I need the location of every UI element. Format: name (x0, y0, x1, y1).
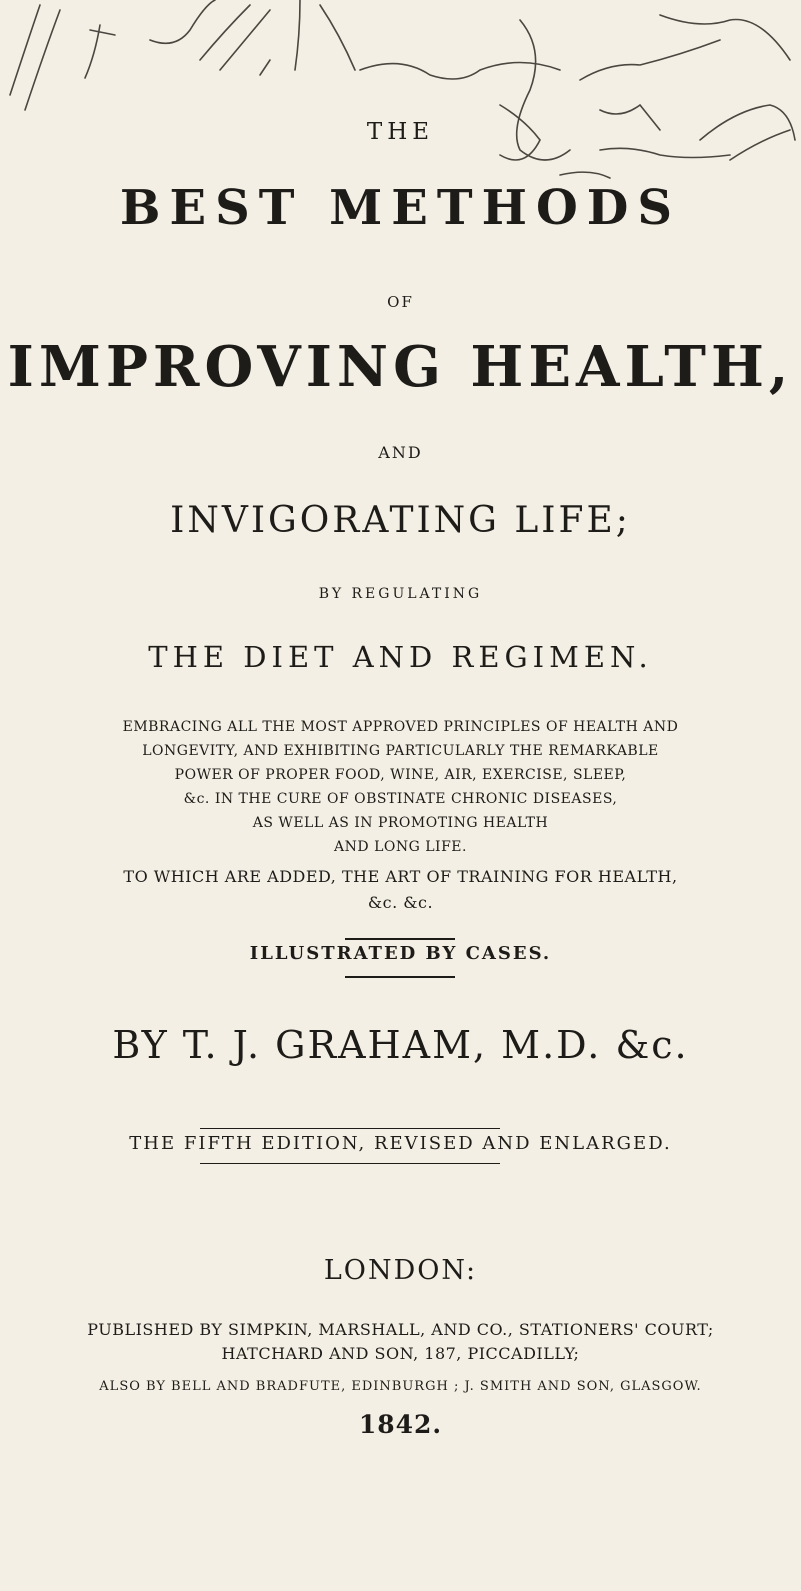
imprint-also-by: ALSO BY BELL AND BRADFUTE, EDINBURGH ; J. SMITH AND SON, GLASGOW. (99, 1379, 702, 1394)
divider-rule (345, 976, 455, 978)
subtitle-added (0, 864, 801, 916)
divider-rule (345, 938, 455, 940)
illustrated-by-cases: ILLUSTRATED BY CASES. (249, 943, 552, 964)
handwritten-inscription (0, 0, 801, 190)
imprint-line: HATCHARD AND SON, 187, PICCADILLY; (221, 1344, 580, 1363)
author-line: BY T. J. GRAHAM, M.D. &c. (112, 1023, 689, 1067)
edition-line: THE FIFTH EDITION, REVISED AND ENLARGED. (129, 1133, 672, 1154)
imprint-year: 1842. (358, 1410, 443, 1439)
title-invigorating-life: INVIGORATING LIFE; (170, 500, 631, 541)
title-word-the: THE (366, 119, 435, 145)
subtitle-line: AND LONG LIFE. (334, 839, 467, 855)
subtitle-line: LONGEVITY, AND EXHIBITING PARTICULARLY THE REMARKABLE (142, 743, 659, 759)
title-word-of: OF (387, 293, 414, 311)
subtitle-line: POWER OF PROPER FOOD, WINE, AIR, EXERCISE, SLEEP, (174, 767, 627, 783)
imprint-line: PUBLISHED BY SIMPKIN, MARSHALL, AND CO., STATIONERS' COURT; (87, 1320, 714, 1339)
imprint-publisher (0, 1318, 801, 1366)
divider-rule (200, 1163, 500, 1164)
title-diet-and-regimen: THE DIET AND REGIMEN. (148, 640, 653, 674)
subtitle-line: AS WELL AS IN PROMOTING HEALTH (252, 815, 549, 831)
subtitle-embracing (0, 715, 801, 859)
subtitle-line: TO WHICH ARE ADDED, THE ART OF TRAINING FOR HEALTH, (123, 867, 678, 886)
subtitle-line: &c. IN THE CURE OF OBSTINATE CHRONIC DISEASES, (183, 791, 618, 807)
subtitle-line: &c. &c. (367, 893, 434, 912)
title-best-methods: BEST METHODS (119, 180, 682, 236)
title-word-and: AND (378, 443, 423, 462)
title-improving-health: IMPROVING HEALTH, (7, 334, 794, 400)
divider-rule (200, 1128, 500, 1129)
imprint-city: LONDON: (323, 1255, 478, 1286)
title-by-regulating: BY REGULATING (318, 586, 483, 602)
subtitle-line: EMBRACING ALL THE MOST APPROVED PRINCIPLES OF HEALTH AND (122, 719, 679, 735)
